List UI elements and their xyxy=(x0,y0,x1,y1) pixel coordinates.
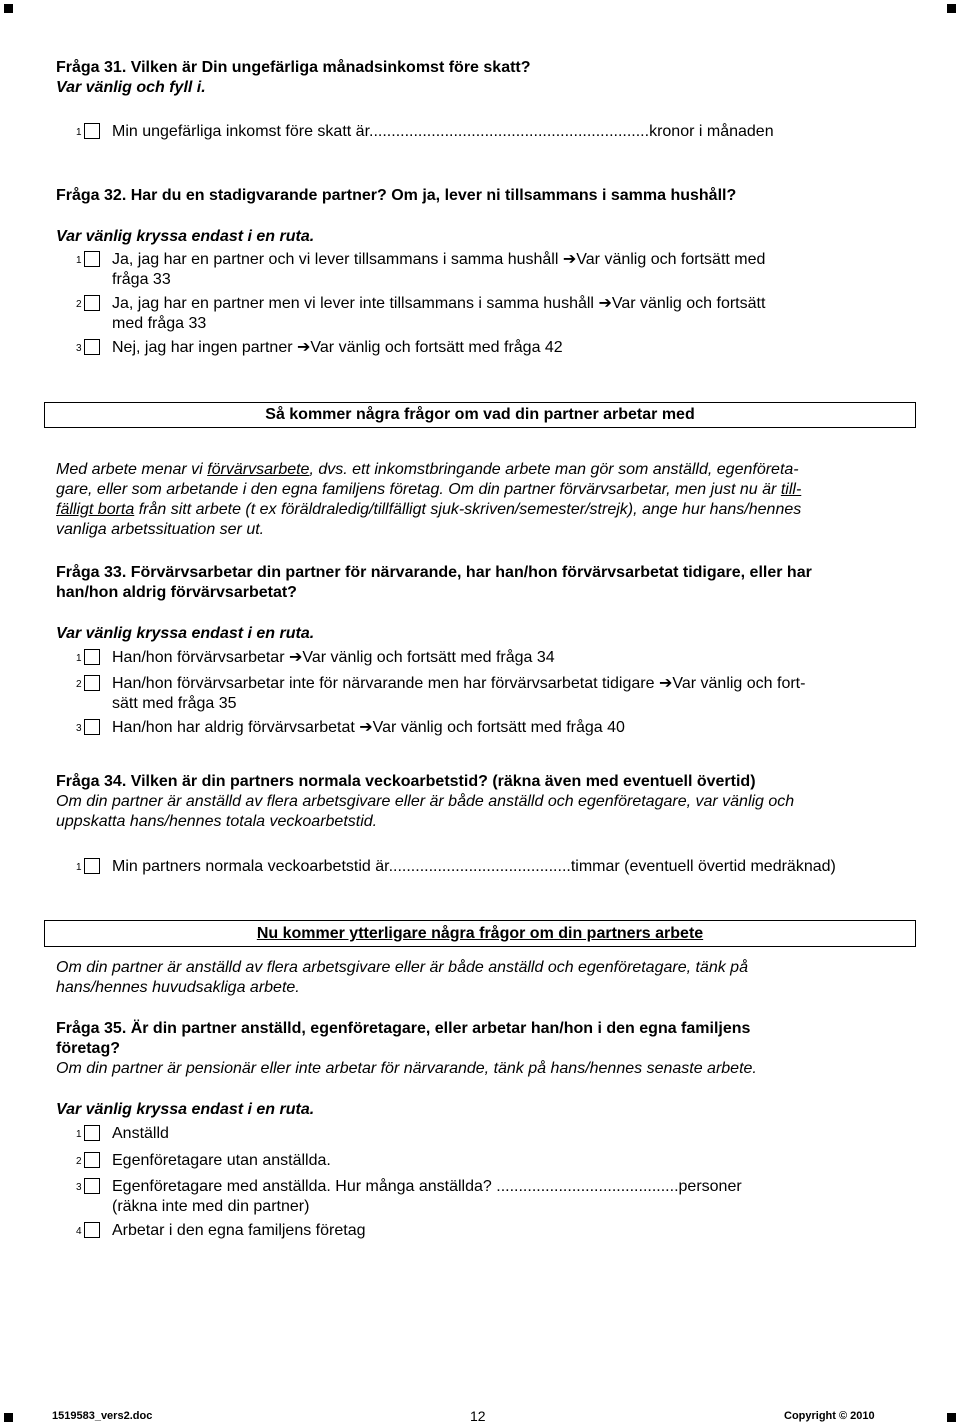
section-banner-partner-job xyxy=(44,920,916,947)
q33-instruction: Var vänlig kryssa endast i en ruta. xyxy=(56,625,315,642)
arrow-right-icon: ➔ xyxy=(288,649,303,666)
skip-instruction: Var vänlig och fortsätt med fråga 42 xyxy=(310,339,563,356)
checkbox[interactable] xyxy=(84,675,100,691)
option-label: Anställd xyxy=(112,1125,169,1142)
unit-label: personer xyxy=(678,1178,742,1195)
q32-option-1-continued: fråga 33 xyxy=(112,271,171,288)
option-number: 2 xyxy=(76,1156,82,1167)
registration-mark-bottom-right xyxy=(947,1413,956,1422)
option-label: Min ungefärliga inkomst före skatt är xyxy=(112,123,370,140)
option-number: 1 xyxy=(76,1129,82,1140)
checkbox[interactable] xyxy=(84,1222,100,1238)
checkbox[interactable] xyxy=(84,1178,100,1194)
term-forvarvsarbete: förvärvsarbete xyxy=(207,461,310,478)
option-label: Egenföretagare utan anställda. xyxy=(112,1152,331,1169)
option-label: Min partners normala veckoarbetstid är xyxy=(112,858,389,875)
option-label: Ja, jag har en partner men vi lever inte tillsammans i samma hushåll xyxy=(112,295,594,312)
q35-option-3-continued: (räkna inte med din partner) xyxy=(112,1198,310,1215)
q33-option-3 xyxy=(76,718,876,738)
checkbox[interactable] xyxy=(84,339,100,355)
checkbox[interactable] xyxy=(84,295,100,311)
option-number: 1 xyxy=(76,862,82,873)
option-label: Egenföretagare med anställda. Hur många anställda? xyxy=(112,1178,497,1195)
q32-title: Fråga 32. Har du en stadigvarande partner? Om ja, lever ni tillsammans i samma hushåll? xyxy=(56,187,737,204)
q35-title-line-2: företag? xyxy=(56,1040,120,1057)
unit-label: kronor i månaden xyxy=(649,123,774,140)
q34-option-1 xyxy=(76,857,916,877)
q33-title-line-2: han/hon aldrig förvärvsarbetat? xyxy=(56,584,297,601)
arrow-right-icon: ➔ xyxy=(658,675,673,692)
q34-note-line-2: uppskatta hans/hennes totala veckoarbetstid. xyxy=(56,813,378,830)
footer-page-number: 12 xyxy=(470,1408,486,1424)
checkbox[interactable] xyxy=(84,1152,100,1168)
skip-instruction: Var vänlig och fort- xyxy=(672,675,806,692)
option-number: 1 xyxy=(76,127,82,138)
work-definition-line-4: vanliga arbetssituation ser ut. xyxy=(56,521,265,538)
registration-mark-bottom-left xyxy=(4,1413,13,1422)
option-label: Han/hon förvärvsarbetar xyxy=(112,649,285,666)
option-label: Arbetar i den egna familjens företag xyxy=(112,1222,366,1239)
checkbox[interactable] xyxy=(84,251,100,267)
option-number: 2 xyxy=(76,679,82,690)
work-definition-line-3: fälligt borta från sitt arbete (t ex föräldraledig/tillfälligt sjuk-skriven/semester/strejk), ange hur hans/hennes xyxy=(56,501,802,518)
arrow-right-icon: ➔ xyxy=(359,719,373,736)
arrow-right-icon: ➔ xyxy=(562,251,577,268)
q33-option-2 xyxy=(76,674,876,694)
q32-option-2-continued: med fråga 33 xyxy=(112,315,207,332)
q31-instruction: Var vänlig och fyll i. xyxy=(56,79,206,96)
option-label: Ja, jag har en partner och vi lever tillsammans i samma hushåll xyxy=(112,251,559,268)
registration-mark-top-left xyxy=(4,4,13,13)
checkbox[interactable] xyxy=(84,1125,100,1141)
option-number: 1 xyxy=(76,653,82,664)
q31-title: Fråga 31. Vilken är Din ungefärliga månadsinkomst före skatt? xyxy=(56,59,531,76)
fill-in-dots[interactable]: ......................................... xyxy=(496,1178,679,1195)
q32-option-3 xyxy=(76,338,876,358)
checkbox[interactable] xyxy=(84,649,100,665)
q34-title: Fråga 34. Vilken är din partners normala veckoarbetstid? (räkna även med eventuell övertid) xyxy=(56,773,756,790)
work-definition-line-1: Med arbete menar vi förvärvsarbete, dvs. ett inkomstbringande arbete man gör som anställd, egenföreta- xyxy=(56,461,799,478)
skip-instruction: Var vänlig och fortsätt xyxy=(611,295,766,312)
checkbox[interactable] xyxy=(84,123,100,139)
q31-option-1 xyxy=(76,122,896,142)
option-label: Nej, jag har ingen partner xyxy=(112,339,293,356)
q33-option-2-continued: sätt med fråga 35 xyxy=(112,695,237,712)
q32-instruction: Var vänlig kryssa endast i en ruta. xyxy=(56,228,315,245)
q32-option-2 xyxy=(76,294,876,314)
q35-instruction: Var vänlig kryssa endast i en ruta. xyxy=(56,1101,315,1118)
q35-option-1 xyxy=(76,1124,776,1144)
q35-note: Om din partner är pensionär eller inte arbetar för närvarande, tänk på hans/hennes senaste arbete. xyxy=(56,1060,757,1077)
option-label: Han/hon har aldrig förvärvsarbetat xyxy=(112,719,355,736)
footer-copyright: Copyright © 2010 xyxy=(784,1410,875,1422)
option-number: 3 xyxy=(76,343,82,354)
option-number: 1 xyxy=(76,255,82,266)
option-number: 3 xyxy=(76,1182,82,1193)
q34-note-line-1: Om din partner är anställd av flera arbetsgivare eller är både anställd och egenföretagare, var vänlig och xyxy=(56,793,795,810)
q35-option-2 xyxy=(76,1151,776,1171)
skip-instruction: Var vänlig och fortsätt med fråga 40 xyxy=(372,719,625,736)
option-number: 4 xyxy=(76,1226,82,1237)
section-banner-partner-work: Så kommer några frågor om vad din partner arbetar med xyxy=(44,402,916,428)
banner-title: Nu kommer ytterligare några frågor om din partners arbete xyxy=(256,925,704,942)
footer-document-name: 1519583_vers2.doc xyxy=(52,1410,153,1422)
fill-in-dots[interactable]: ............................................................... xyxy=(369,123,650,140)
skip-instruction: Var vänlig och fortsätt med fråga 34 xyxy=(302,649,555,666)
fill-in-dots[interactable]: ......................................... xyxy=(388,858,571,875)
q33-option-1 xyxy=(76,648,876,668)
skip-instruction: Var vänlig och fortsätt med xyxy=(576,251,766,268)
work-definition-line-2: gare, eller som arbetande i den egna familjens företag. Om din partner förvärvsarbetar, men just nu är till- xyxy=(56,481,802,498)
checkbox[interactable] xyxy=(84,858,100,874)
option-number: 3 xyxy=(76,723,82,734)
option-label: Han/hon förvärvsarbetar inte för närvarande men har förvärvsarbetat tidigare xyxy=(112,675,655,692)
q35-title-line-1: Fråga 35. Är din partner anställd, egenföretagare, eller arbetar han/hon i den egna familjens xyxy=(56,1020,751,1037)
main-job-note-line-1: Om din partner är anställd av flera arbetsgivare eller är både anställd och egenföretagare, tänk på xyxy=(56,959,748,976)
arrow-right-icon: ➔ xyxy=(297,339,311,356)
unit-label: timmar (eventuell övertid medräknad) xyxy=(570,858,836,875)
q32-option-1 xyxy=(76,250,876,270)
checkbox[interactable] xyxy=(84,719,100,735)
arrow-right-icon: ➔ xyxy=(598,295,612,312)
option-number: 2 xyxy=(76,299,82,310)
registration-mark-top-right xyxy=(947,4,956,13)
q35-option-3 xyxy=(76,1177,876,1197)
main-job-note-line-2: hans/hennes huvudsakliga arbete. xyxy=(56,979,300,996)
q35-option-4 xyxy=(76,1221,776,1241)
q33-title-line-1: Fråga 33. Förvärvsarbetar din partner för närvarande, har han/hon förvärvsarbetat tidigare, eller har xyxy=(56,564,812,581)
